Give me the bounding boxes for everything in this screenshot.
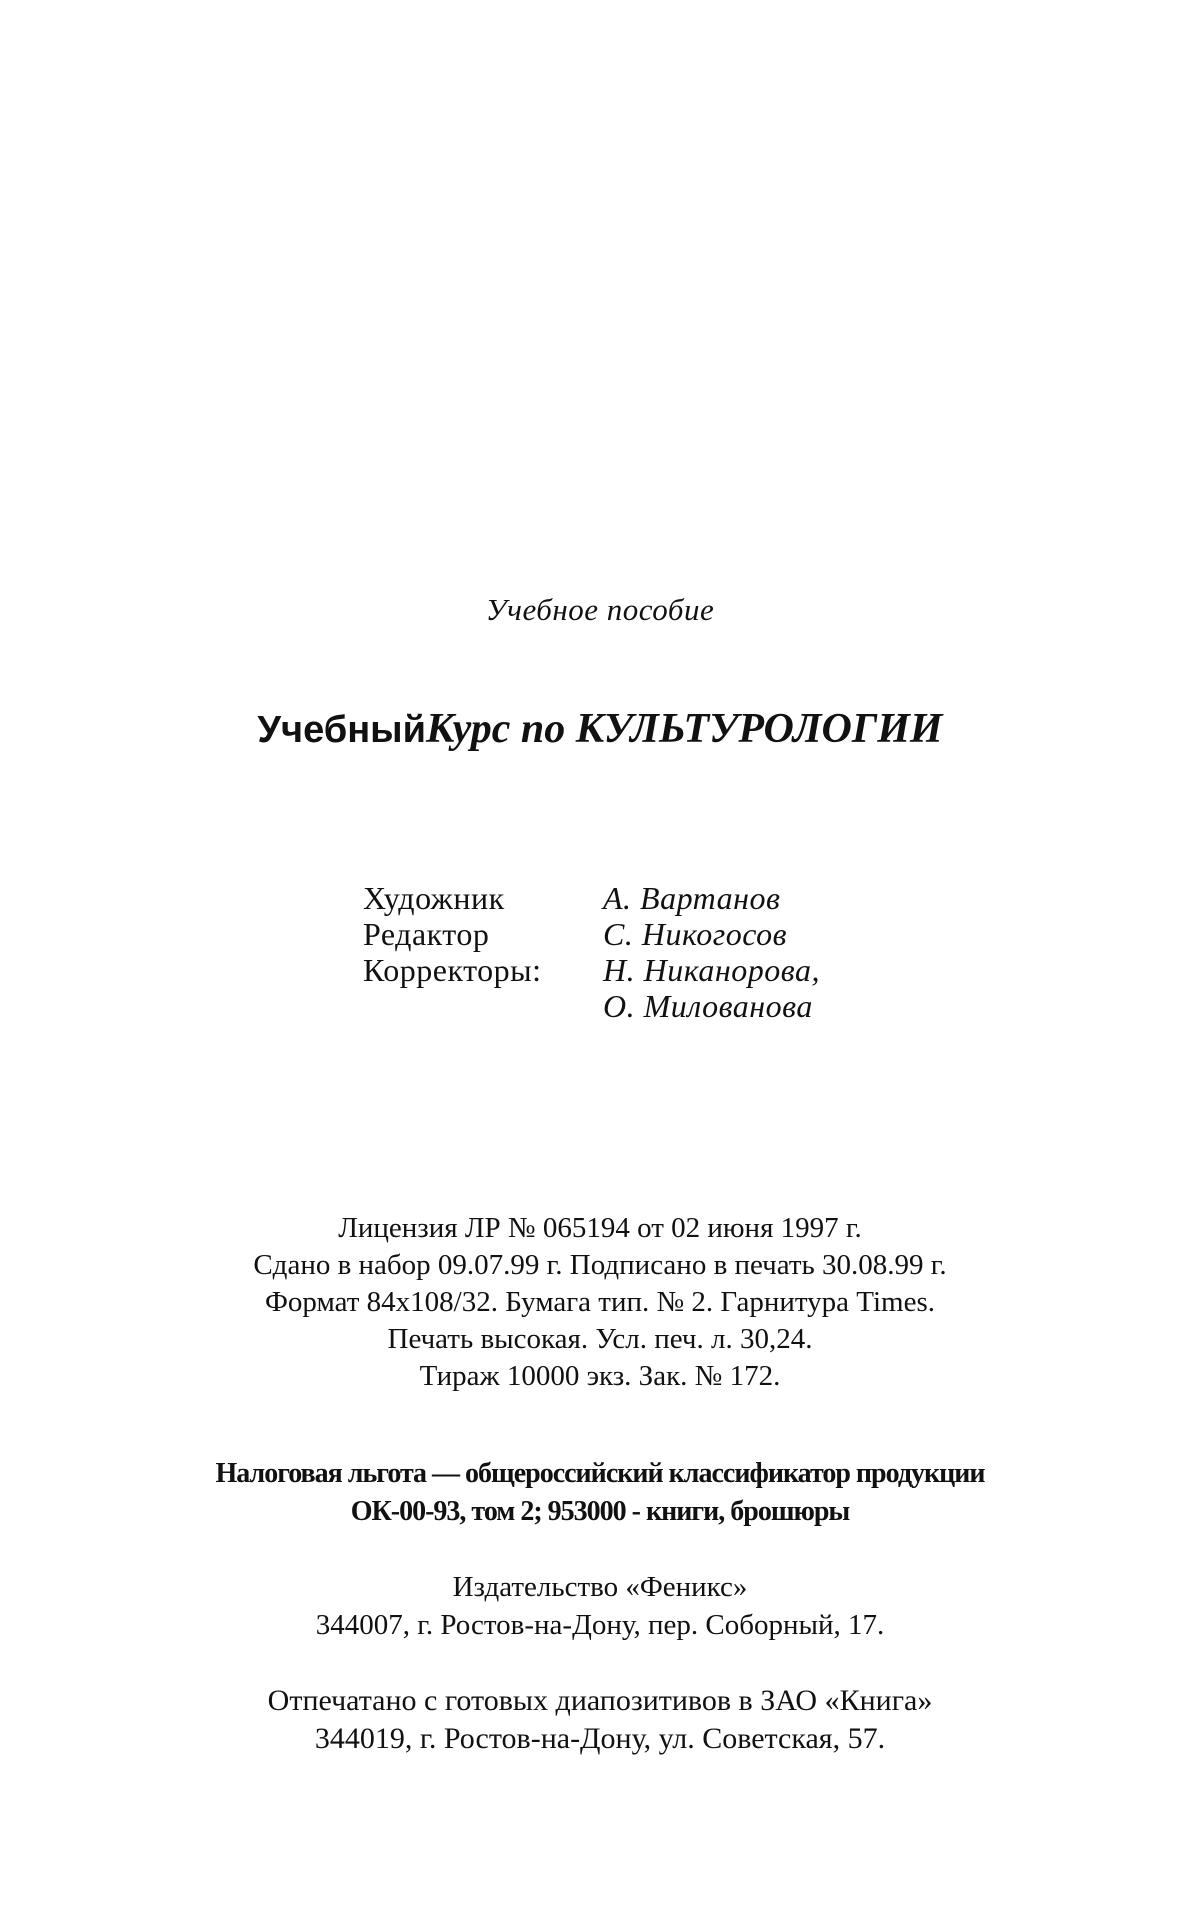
credit-row-editor xyxy=(363,916,963,952)
tax-classifier-line: ОК-00-93, том 2; 953000 - книги, брошюры xyxy=(350,1496,850,1527)
printer-name: Отпечатано с готовых диапозитивов в ЗАО «Книга» xyxy=(267,1684,933,1717)
publisher-block xyxy=(0,1568,1200,1644)
publisher-address: 344007, г. Ростов-на-Дону, пер. Соборный, 17. xyxy=(315,1609,885,1641)
tax-benefit-line: Налоговая льгота — общероссийский классификатор продукции xyxy=(215,1458,985,1489)
typeset-dates-line: Сдано в набор 09.07.99 г. Подписано в печать 30.08.99 г. xyxy=(253,1249,947,1281)
credit-role: Художник xyxy=(363,880,505,916)
tax-benefit-block xyxy=(0,1455,1200,1531)
book-subtitle: Учебное пособие xyxy=(485,592,715,627)
credit-role: Редактор xyxy=(363,916,490,952)
credit-row-proofreaders xyxy=(363,952,963,988)
circulation-line: Тираж 10000 экз. Зак. № 172. xyxy=(419,1360,781,1392)
credit-name: Н. Никанорова, xyxy=(603,952,820,988)
printer-block xyxy=(0,1682,1200,1758)
credit-name: С. Никогосов xyxy=(603,916,787,952)
credit-name: А. Вартанов xyxy=(603,880,781,916)
credit-row-artist xyxy=(363,880,963,916)
publisher-name: Издательство «Феникс» xyxy=(452,1571,748,1603)
printing-line: Печать высокая. Усл. печ. л. 30,24. xyxy=(387,1323,813,1355)
credit-name: О. Милованова xyxy=(603,988,813,1024)
printer-address: 344019, г. Ростов-на-Дону, ул. Советская, 57. xyxy=(314,1722,886,1755)
credit-row-proofreaders-cont xyxy=(363,988,963,1024)
credit-role: Корректоры: xyxy=(363,952,542,988)
book-title-part-b: Курс по КУЛЬТУРОЛОГИИ xyxy=(425,706,943,752)
credits-block xyxy=(363,880,963,1024)
book-title xyxy=(0,705,1200,753)
license-line: Лицензия ЛР № 065194 от 02 июня 1997 г. xyxy=(338,1212,862,1244)
format-line: Формат 84х108/32. Бумага тип. № 2. Гарнитура Times. xyxy=(264,1286,936,1318)
print-details xyxy=(0,1210,1200,1395)
book-title-part-a: Учебный xyxy=(257,709,426,751)
